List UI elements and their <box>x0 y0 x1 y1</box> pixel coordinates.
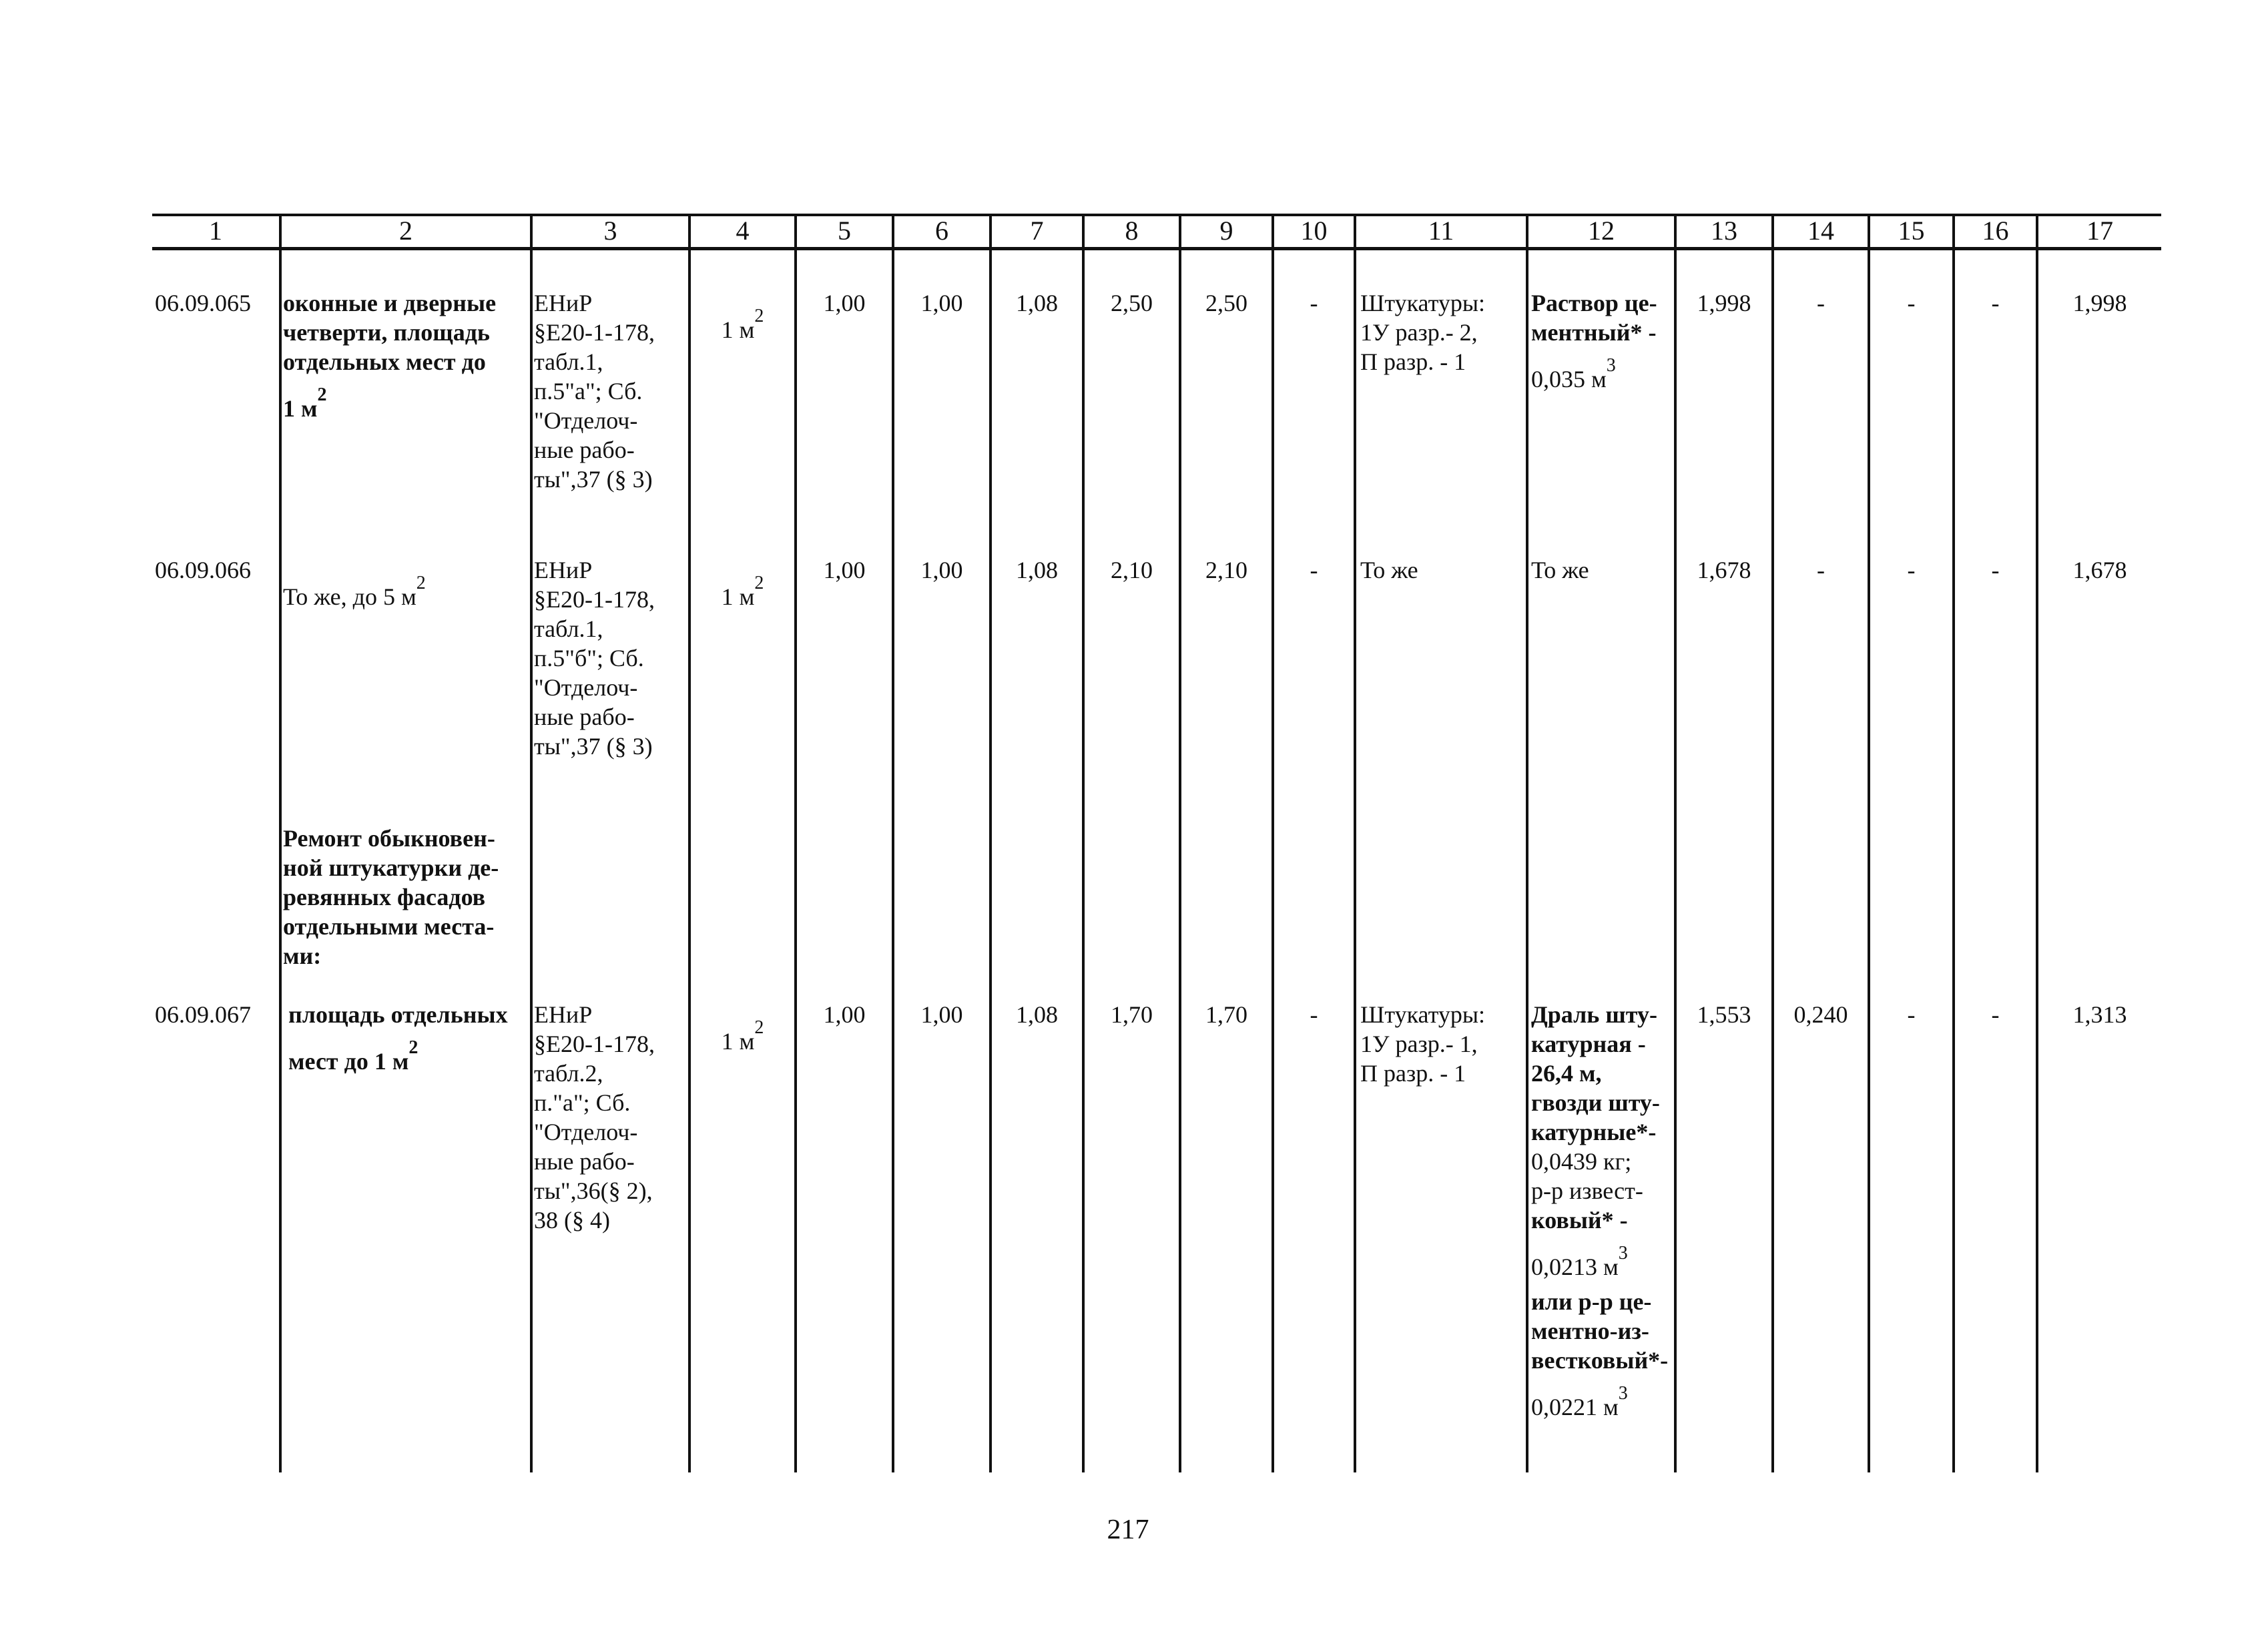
row-unit: 1 $м^2$ <box>721 1017 764 1055</box>
row-col-13: 1,998 <box>1697 290 1751 316</box>
header-col-3: 3 <box>603 216 617 246</box>
row-col-17: 1,998 <box>2072 290 2127 316</box>
row-materials: Раствор це- ментный* - 0,035 $м^3$ <box>1531 290 1657 392</box>
row-col-13: 1,553 <box>1697 1001 1751 1028</box>
header-col-16: 16 <box>1982 216 2009 246</box>
row-workers: То же <box>1360 557 1418 583</box>
header-col-11: 11 <box>1428 216 1454 246</box>
column-divider <box>2036 214 2038 1472</box>
header-col-8: 8 <box>1125 216 1139 246</box>
row-description: оконные и дверные четверти, площадь отдельных мест до 1 $м^2$ <box>283 290 497 422</box>
row-col-7: 1,08 <box>1016 557 1058 583</box>
column-divider <box>1771 214 1774 1472</box>
row-col-16: - <box>1991 290 2000 316</box>
row-unit: 1 $м^2$ <box>721 306 764 343</box>
row-col-14: - <box>1817 290 1825 316</box>
row-col-10: - <box>1310 557 1318 583</box>
header-col-1: 1 <box>209 216 222 246</box>
row-col-6: 1,00 <box>920 1001 963 1028</box>
row-norm-reference: ЕНиР §Е20-1-178, табл.2, п."а"; Сб. "Отделоч- ные рабо- ты",36(§ 2), 38 (§ 4) <box>534 1001 655 1233</box>
row-col-15: - <box>1907 1001 1916 1028</box>
column-divider <box>1082 214 1085 1472</box>
column-divider <box>794 214 797 1472</box>
section-title: Ремонт обыкновен- ной штукатурки де- ревянных фасадов отдельными места- ми: <box>283 825 499 969</box>
header-col-9: 9 <box>1219 216 1233 246</box>
column-divider <box>1179 214 1181 1472</box>
row-col-9: 1,70 <box>1205 1001 1247 1028</box>
row-workers: Штукатуры: 1У разр.- 1, П разр. - 1 <box>1360 1001 1486 1087</box>
header-col-6: 6 <box>935 216 948 246</box>
row-description: То же, до 5 $м^2$ <box>283 573 426 610</box>
row-col-10: - <box>1310 290 1318 316</box>
row-unit: 1 $м^2$ <box>721 573 764 610</box>
row-col-14: - <box>1817 557 1825 583</box>
row-col-7: 1,08 <box>1016 1001 1058 1028</box>
main-table <box>152 214 2161 1472</box>
row-col-10: - <box>1310 1001 1318 1028</box>
row-col-6: 1,00 <box>920 290 963 316</box>
row-col-8: 2,50 <box>1111 290 1153 316</box>
column-divider <box>1354 214 1356 1472</box>
column-divider <box>1272 214 1274 1472</box>
header-col-17: 17 <box>2086 216 2113 246</box>
row-col-16: - <box>1991 557 2000 583</box>
row-workers: Штукатуры: 1У разр.- 2, П разр. - 1 <box>1360 290 1486 375</box>
header-col-14: 14 <box>1807 216 1834 246</box>
row-materials: Драль шту- катурная - 26,4 м, гвозди шту- катурные*- 0,0439 кг; р-р извест- ковый* - 0,0213 $м^3$ или р-р це- ментно-из- вестковый*- 0,0221 $м^3$ <box>1531 1001 1669 1420</box>
row-norm-reference: ЕНиР §Е20-1-178, табл.1, п.5"б"; Сб. "Отделоч- ные рабо- ты",37 (§ 3) <box>534 557 655 760</box>
column-divider <box>892 214 894 1472</box>
row-description: площадь отдельных мест до 1 $м^2$ <box>288 1001 508 1075</box>
column-divider <box>1526 214 1528 1472</box>
column-divider <box>688 214 691 1472</box>
header-col-7: 7 <box>1030 216 1044 246</box>
row-norm-reference: ЕНиР §Е20-1-178, табл.1, п.5"а"; Сб. "Отделоч- ные рабо- ты",37 (§ 3) <box>534 290 655 493</box>
row-col-5: 1,00 <box>823 290 866 316</box>
row-col-15: - <box>1907 557 1916 583</box>
row-col-9: 2,10 <box>1205 557 1247 583</box>
row-col-13: 1,678 <box>1697 557 1751 583</box>
column-divider <box>1868 214 1870 1472</box>
row-col-5: 1,00 <box>823 557 866 583</box>
row-col-9: 2,50 <box>1205 290 1247 316</box>
column-divider <box>1952 214 1955 1472</box>
row-col-8: 1,70 <box>1111 1001 1153 1028</box>
column-divider <box>1674 214 1677 1472</box>
row-col-15: - <box>1907 290 1916 316</box>
row-col-8: 2,10 <box>1111 557 1153 583</box>
row-col-6: 1,00 <box>920 557 963 583</box>
row-col-14: 0,240 <box>1793 1001 1848 1028</box>
header-col-4: 4 <box>736 216 750 246</box>
header-col-13: 13 <box>1711 216 1737 246</box>
row-code: 06.09.065 <box>155 290 251 316</box>
row-col-5: 1,00 <box>823 1001 866 1028</box>
row-col-17: 1,678 <box>2072 557 2127 583</box>
column-divider <box>530 214 533 1472</box>
column-divider <box>279 214 282 1472</box>
row-code: 06.09.067 <box>155 1001 251 1028</box>
header-col-15: 15 <box>1898 216 1925 246</box>
header-col-2: 2 <box>399 216 412 246</box>
page-number: 217 <box>1107 1515 1149 1545</box>
row-materials: То же <box>1531 557 1589 583</box>
row-col-7: 1,08 <box>1016 290 1058 316</box>
column-divider <box>989 214 992 1472</box>
header-col-12: 12 <box>1588 216 1615 246</box>
row-code: 06.09.066 <box>155 557 251 583</box>
header-col-10: 10 <box>1300 216 1328 246</box>
row-col-17: 1,313 <box>2072 1001 2127 1028</box>
header-col-5: 5 <box>838 216 851 246</box>
row-col-16: - <box>1991 1001 2000 1028</box>
